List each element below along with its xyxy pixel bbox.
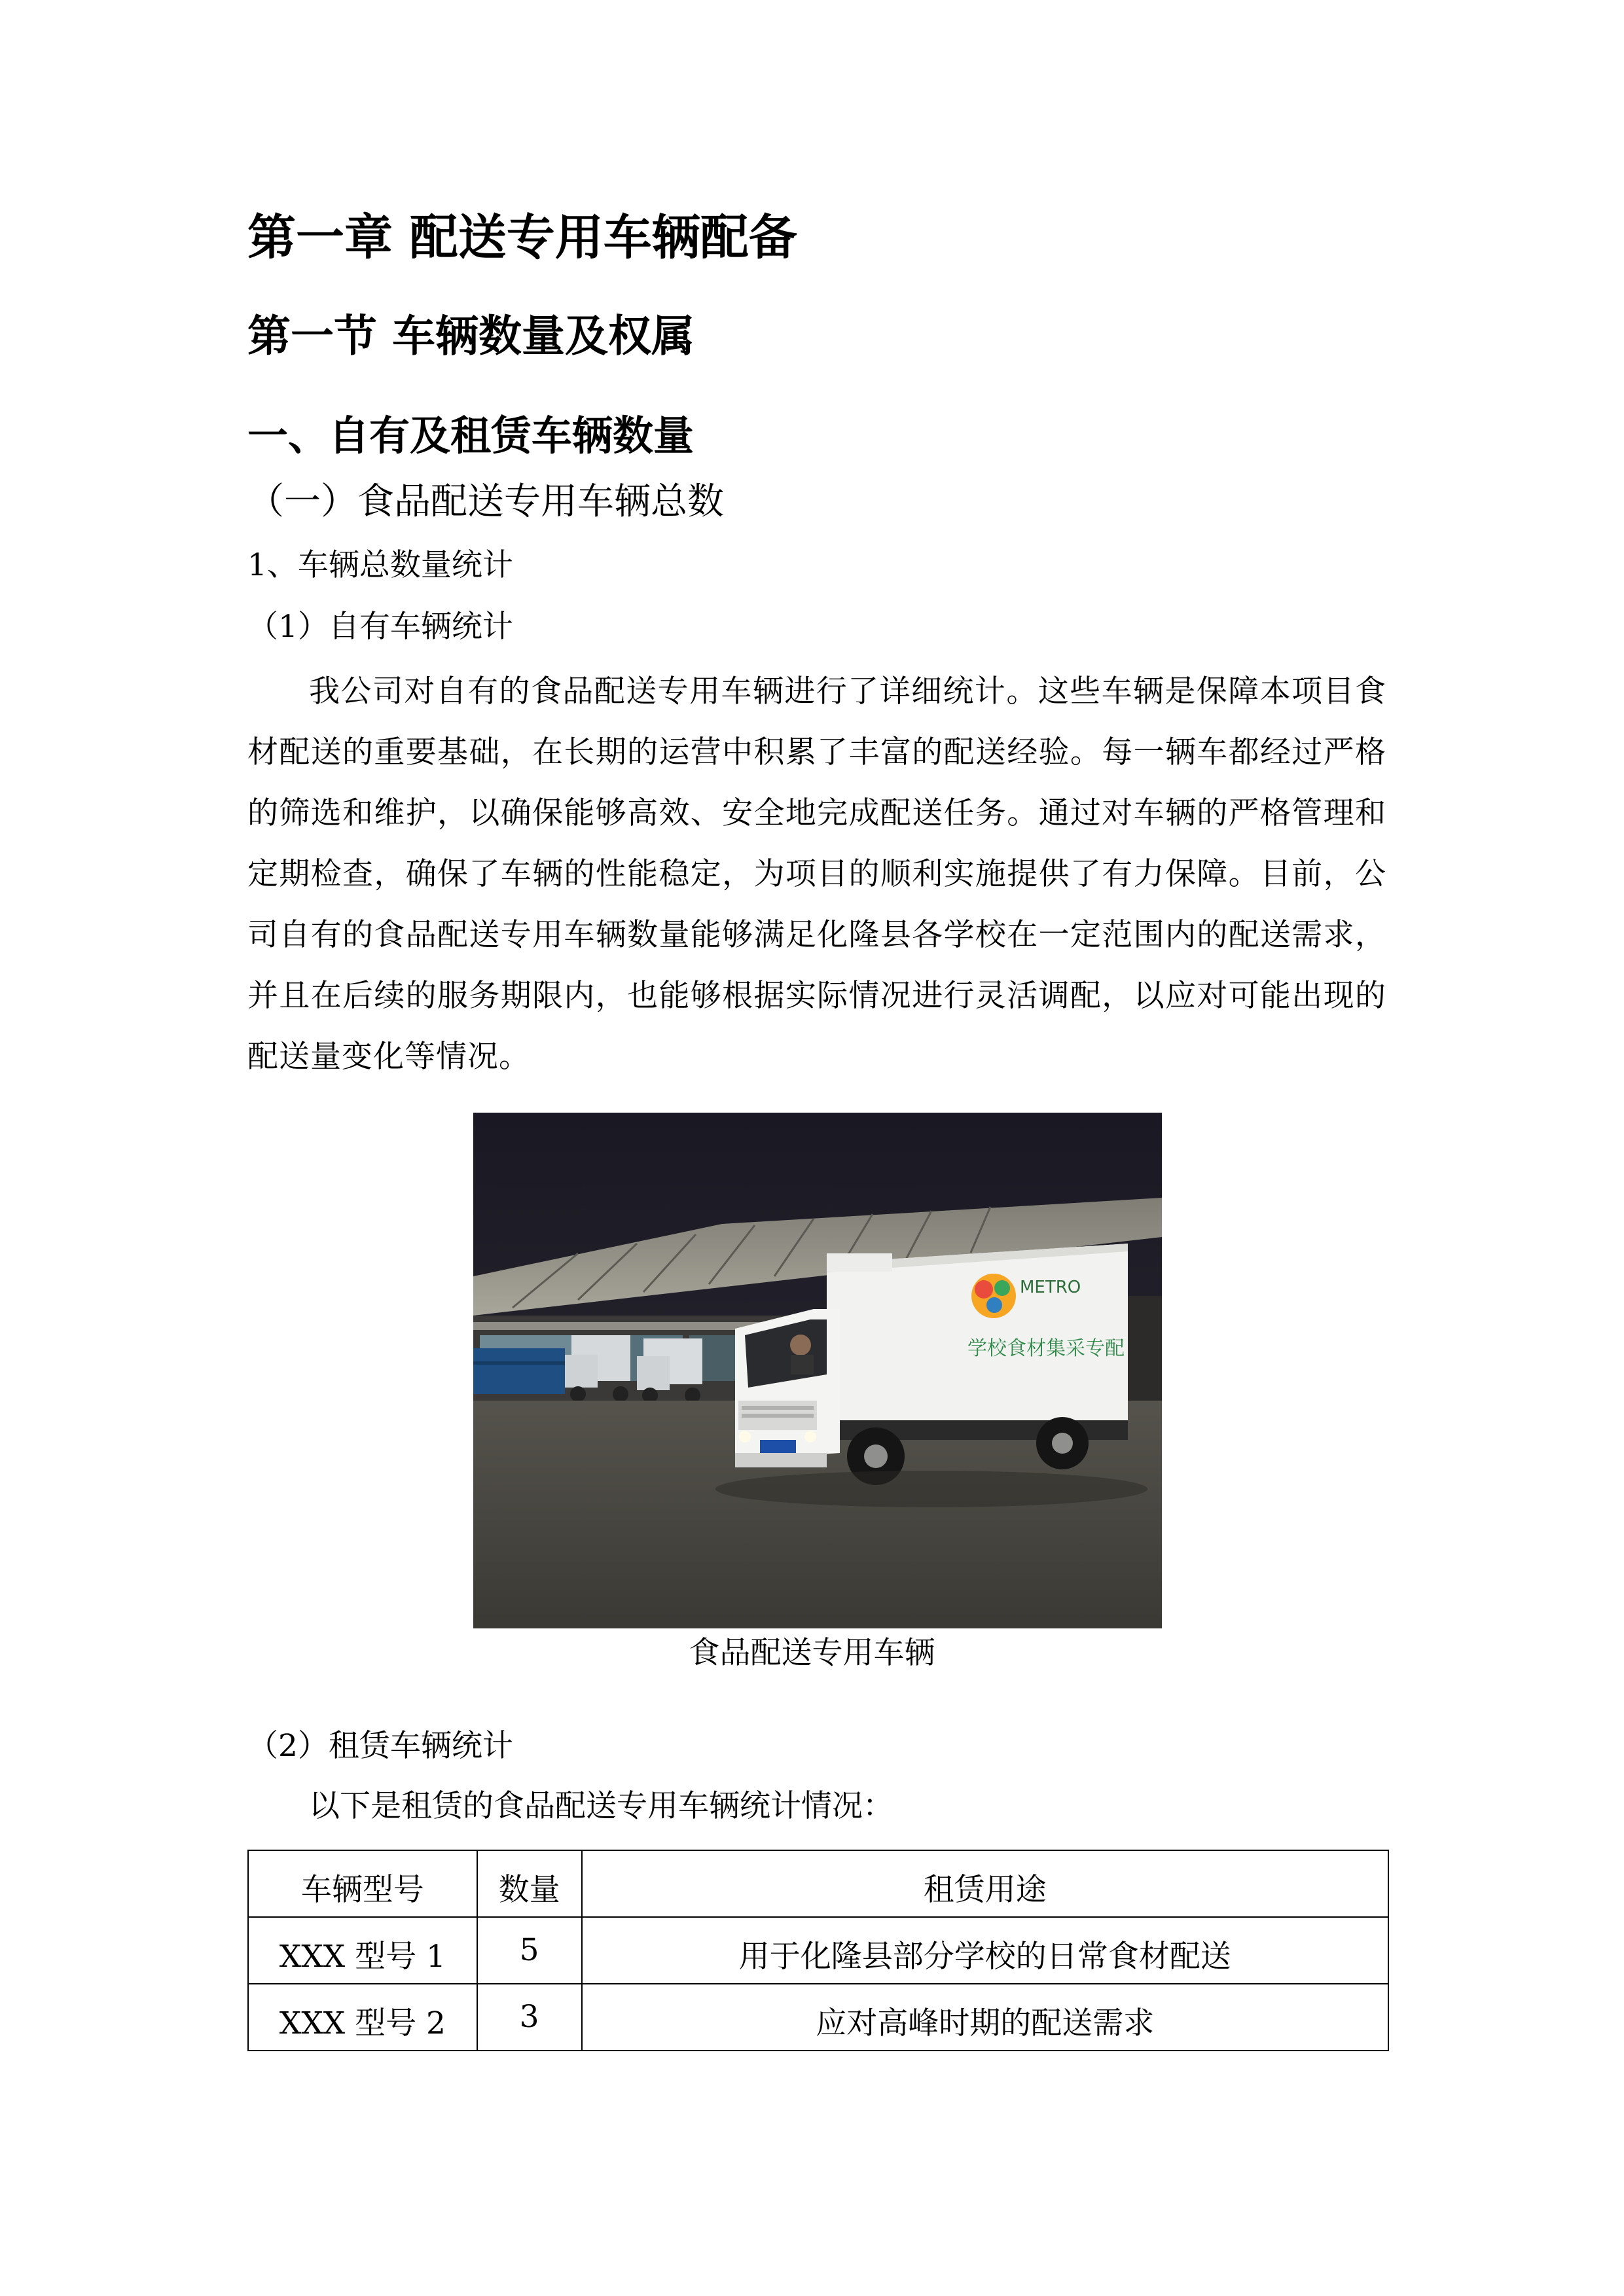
table-header-cell: 租赁用途 [582,1850,1388,1917]
table-cell: XXX 型号 2 [248,1984,477,2051]
table-intro-text: 以下是租赁的食品配送专用车辆统计情况： [309,1788,893,1824]
table-cell: XXX 型号 1 [248,1917,477,1984]
item-heading-vehicle-count: 1、车辆总数量统计 [247,547,513,583]
truck-logo-text: METRO [1020,1278,1081,1297]
table-row [248,1984,1388,2051]
table-header-cell: 车辆型号 [248,1850,477,1917]
table-cell: 用于化隆县部分学校的日常食材配送 [582,1917,1388,1984]
table-header-row [248,1850,1388,1917]
sub-subsection-title: （一）食品配送专用车辆总数 [247,480,724,523]
owned-vehicles-paragraph: 我公司对自有的食品配送专用车辆进行了详细统计。这些车辆是保障本项目食材配送的重要基础，在长期的运营中积累了丰富的配送经验。每一辆车都经过严格的筛选和维护，以确保能够高效、安全地完成配送任务。通过对车辆的严格管理和定期检查，确保了车辆的性能稳定，为项目的顺利实施提供了有力保障。目前，公司自有的食品配送专用车辆数量能够满足化隆县各学校在一定范围内的配送需求，并且在后续的服务期限内，也能够根据实际情况进行灵活调配，以应对可能出现的配送量变化等情况。 [247,673,1386,1075]
section-title: 第一节 车辆数量及权属 [247,311,695,361]
truck-box-text: 学校食材集采专配 [967,1337,1125,1360]
chapter-title: 第一章 配送专用车辆配备 [247,209,797,266]
table-cell: 应对高峰时期的配送需求 [582,1984,1388,2051]
table-row [248,1917,1388,1984]
item-heading-rented-vehicles: （2）租赁车辆统计 [247,1728,513,1764]
delivery-truck-photo [473,1113,1162,1628]
table-cell: 5 [477,1917,582,1984]
item-heading-owned-vehicles: （1）自有车辆统计 [247,609,513,645]
figure-caption: 食品配送专用车辆 [689,1635,935,1671]
table-header-cell: 数量 [477,1850,582,1917]
subsection-title: 一、自有及租赁车辆数量 [247,412,695,459]
table-cell: 3 [477,1984,582,2051]
rented-vehicles-table [247,1850,1389,2051]
